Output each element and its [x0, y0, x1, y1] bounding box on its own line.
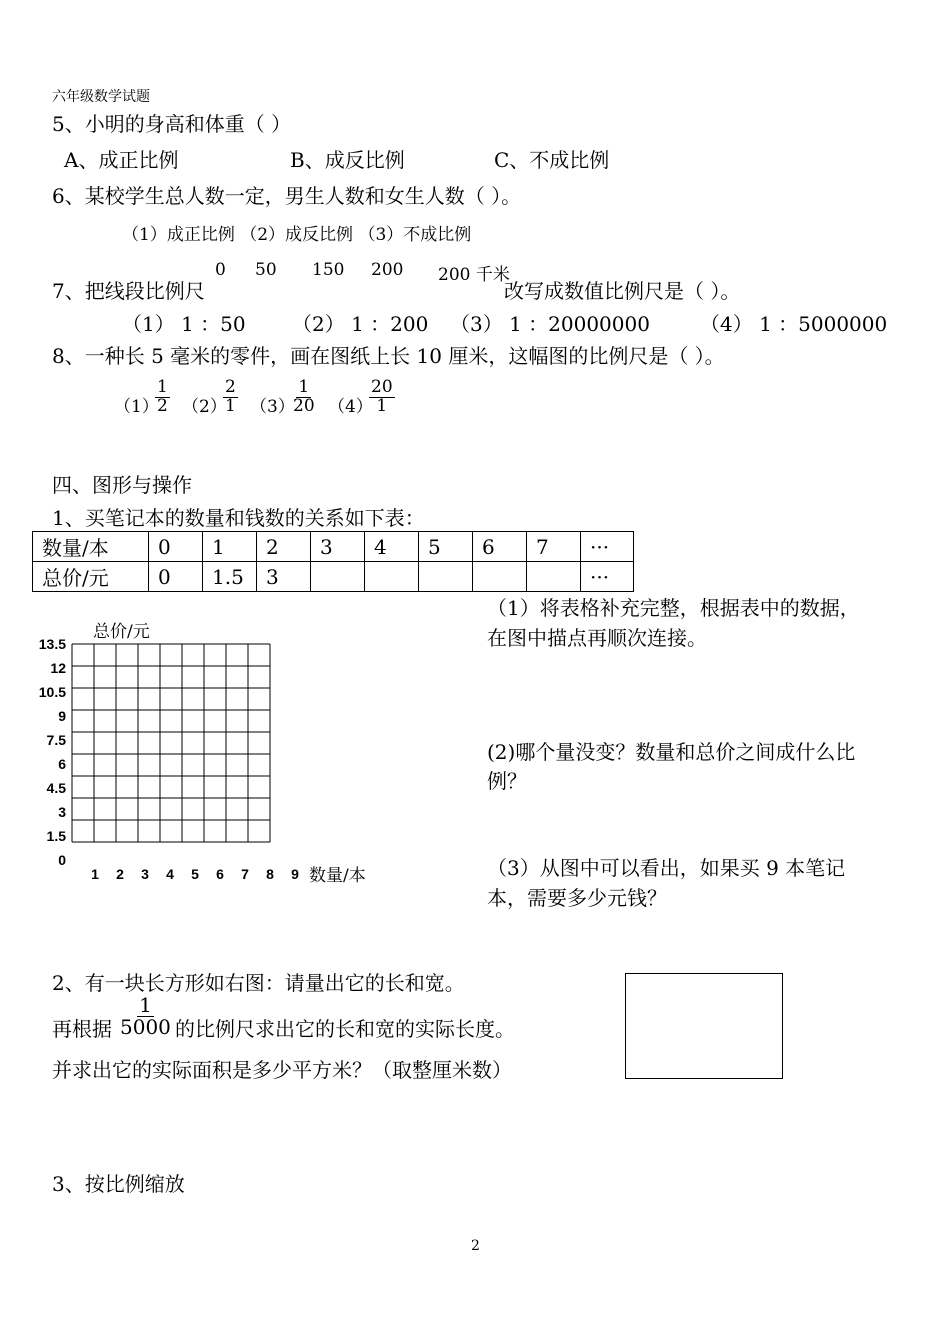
- fraction-denominator: 20: [293, 395, 315, 416]
- fraction-numerator: 1: [157, 377, 168, 397]
- y-tick-label: 10.5: [38, 684, 66, 700]
- page-header: 六年级数学试题: [52, 89, 150, 105]
- sub-question-3-line-2: 本，需要多少元钱？: [487, 886, 667, 910]
- fraction-denominator: 1: [376, 395, 388, 416]
- q8-option-4-label: （4）: [328, 397, 373, 417]
- q8-option-1-label: （1）: [114, 397, 159, 417]
- table-cell: 4: [365, 532, 419, 562]
- table-cell: 2: [257, 532, 311, 562]
- y-tick-label: 13.5: [38, 636, 66, 652]
- question-2-line-2-post: 的比例尺求出它的长和宽的实际长度。: [175, 1017, 515, 1041]
- q5-option-a: A、成正比例: [64, 148, 179, 172]
- question-2-line-3: 并求出它的实际面积是多少平方米？（取整厘米数）: [52, 1058, 512, 1082]
- scale-label-150: 150: [312, 260, 345, 280]
- sub-question-1-line-1: （1）将表格补充完整，根据表中的数据，: [487, 596, 860, 620]
- x-tick-label: 4: [166, 866, 174, 882]
- y-tick-label: 6: [58, 756, 66, 772]
- fraction-numerator: 1: [298, 377, 310, 397]
- q5-option-b: B、成反比例: [290, 148, 405, 172]
- scale-label-50: 50: [255, 260, 277, 280]
- fraction-numerator: 1: [139, 993, 152, 1017]
- y-tick-label: 0: [58, 852, 66, 868]
- scale-label-200: 200: [371, 260, 404, 280]
- x-tick-label: 6: [216, 866, 224, 882]
- y-tick-label: 7.5: [46, 732, 66, 748]
- section4-question-1: 1、买笔记本的数量和钱数的关系如下表：: [52, 506, 425, 530]
- sub-question-2-line-2: 例？: [487, 769, 527, 793]
- x-tick-label: 5: [191, 866, 199, 882]
- fraction-denominator: 5000: [120, 1015, 171, 1039]
- fraction-denominator: 2: [157, 395, 168, 416]
- section-title: 四、图形与操作: [52, 473, 192, 497]
- question-6: 6、某校学生总人数一定，男生人数和女生人数（ ）。: [52, 184, 522, 208]
- q6-options: （1）成正比例 （2）成反比例 （3）不成比例: [122, 225, 472, 245]
- table-cell: 0: [149, 562, 203, 592]
- table-cell: 6: [473, 532, 527, 562]
- y-tick-label: 3: [58, 804, 66, 820]
- q7-option-2: （2） 1 ：200: [292, 312, 429, 336]
- grid-lines: [72, 644, 270, 842]
- scale-label-0: 0: [215, 260, 226, 280]
- table-cell: 5: [419, 532, 473, 562]
- question-2-line-2-pre: 再根据: [52, 1017, 112, 1041]
- question-2-line-1: 2、有一块长方形如右图：请量出它的长和宽。: [52, 971, 465, 995]
- x-tick-label: 8: [266, 866, 274, 882]
- table-cell: 7: [527, 532, 581, 562]
- q7-option-4: （4） 1 ：5000000: [700, 312, 888, 336]
- question-7-suffix: 改写成数值比例尺是（ ）。: [504, 279, 741, 303]
- x-tick-label: 2: [116, 866, 124, 882]
- scale-label-200km: 200 千米: [438, 265, 510, 285]
- question-8: 8、一种长 5 毫米的零件，画在图纸上长 10 厘米，这幅图的比例尺是（ ）。: [52, 344, 725, 368]
- fraction-numerator: 20: [371, 377, 393, 397]
- x-tick-label: 3: [141, 866, 149, 882]
- table-cell: 1: [203, 532, 257, 562]
- table-cell: ···: [581, 532, 634, 562]
- question-7-prefix: 7、把线段比例尺: [52, 279, 205, 303]
- table-cell: 总价/元: [33, 562, 149, 592]
- fraction-denominator: 1: [225, 395, 236, 416]
- rectangle-figure: [625, 973, 783, 1079]
- y-tick-label: 12: [50, 660, 66, 676]
- y-tick-label: 9: [58, 708, 66, 724]
- table-cell: ···: [581, 562, 634, 592]
- question-5: 5、小明的身高和体重（ ）: [52, 112, 292, 136]
- x-tick-label: 9: [291, 866, 299, 882]
- table-cell: 0: [149, 532, 203, 562]
- scale-fraction: [118, 995, 173, 1038]
- y-tick-label: 4.5: [46, 780, 66, 796]
- table-cell: 3: [311, 532, 365, 562]
- q7-option-1: （1） 1 ：50: [122, 312, 246, 336]
- x-tick-label: 7: [241, 866, 249, 882]
- fraction-numerator: 2: [225, 377, 236, 397]
- table-cell: 3: [257, 562, 311, 592]
- x-tick-label: 1: [91, 866, 99, 882]
- y-axis-label: 总价/元: [93, 622, 150, 642]
- q5-option-c: C、不成比例: [494, 148, 610, 172]
- page-number: 2: [471, 1238, 480, 1254]
- sub-question-3-line-1: （3）从图中可以看出，如果买 9 本笔记: [487, 856, 846, 880]
- x-axis-label: 数量/本: [309, 866, 366, 886]
- y-tick-label: 1.5: [46, 828, 66, 844]
- sub-question-1-line-2: 在图中描点再顺次连接。: [487, 626, 707, 650]
- q8-option-2-label: （2）: [182, 397, 227, 417]
- q7-option-3: （3） 1 ：20000000: [450, 312, 650, 336]
- sub-question-2-line-1: (2)哪个量没变？数量和总价之间成什么比: [487, 740, 856, 764]
- table-cell: 1.5: [203, 562, 257, 592]
- question-3: 3、按比例缩放: [52, 1172, 185, 1196]
- q8-option-3-label: （3）: [250, 397, 295, 417]
- table-cell: 数量/本: [33, 532, 149, 562]
